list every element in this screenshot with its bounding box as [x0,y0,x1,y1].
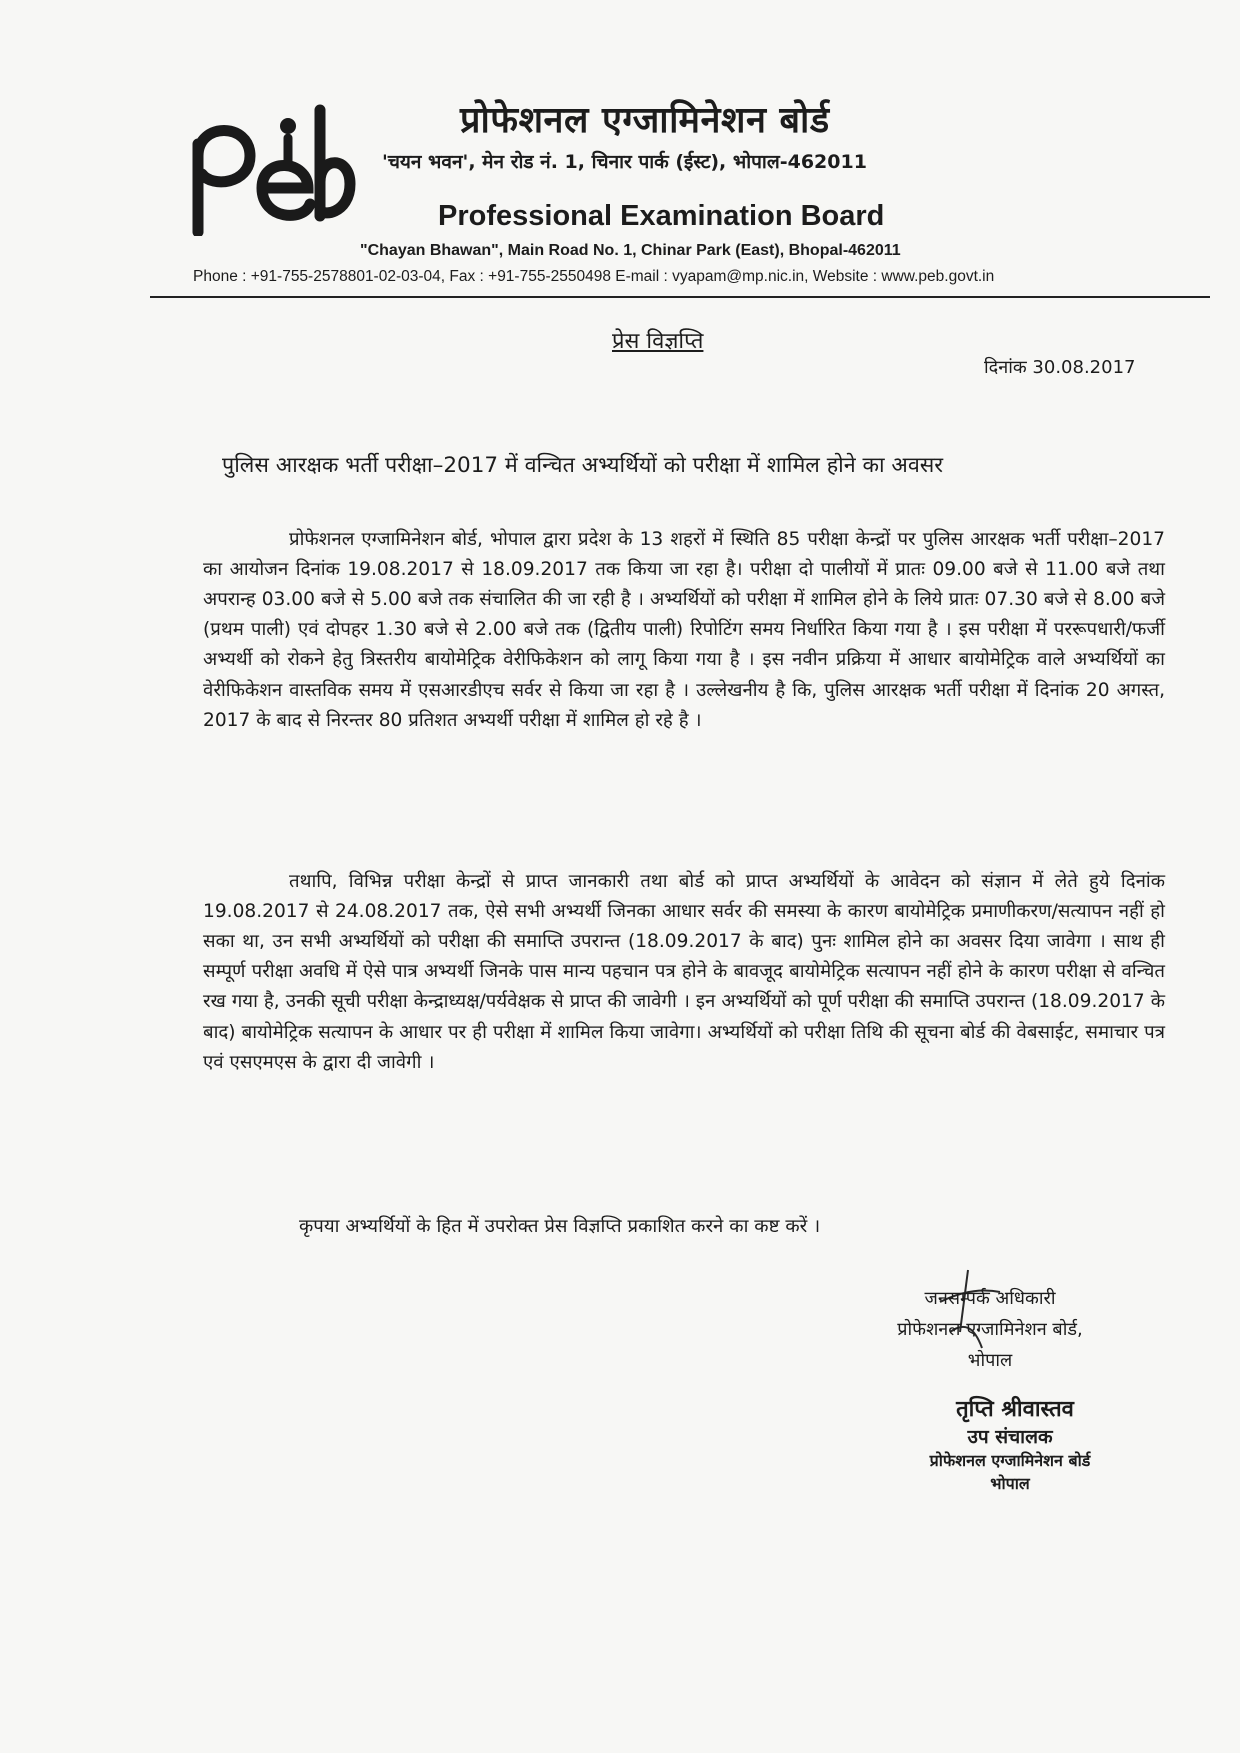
body-paragraph-3: कृपया अभ्यर्थियों के हित में उपरोक्त प्रेस विज्ञप्ति प्रकाशित करने का कष्ट करें । [299,1215,821,1237]
signatory-designation: जनसम्पर्क अधिकारी [924,1288,1056,1309]
org-address-hindi: 'चयन भवन', मेन रोड नं. 1, चिनार पार्क (ईस्ट), भोपाल-462011 [382,151,867,173]
signatory-city: भोपाल [967,1350,1013,1371]
release-date: दिनांक 30.08.2017 [984,357,1136,378]
org-address-english: "Chayan Bhawan", Main Road No. 1, Chinar Park (East), Bhopal-462011 [360,242,901,259]
signatory-block [820,1283,1160,1376]
official-stamp [860,1395,1160,1495]
contact-line: Phone : +91-755-2578801-02-03-04, Fax : +91-755-2550498 E-mail : vyapam@mp.nic.in, Website : www.peb.govt.in [193,268,995,285]
stamp-city: भोपाल [990,1474,1030,1493]
peb-logo [188,104,356,236]
org-name-english: Professional Examination Board [438,200,885,232]
release-subject: पुलिस आरक्षक भर्ती परीक्षा–2017 में वन्चित अभ्यर्थियों को परीक्षा में शामिल होने का अवसर [222,453,944,478]
org-name-hindi: प्रोफेशनल एग्जामिनेशन बोर्ड [460,100,830,141]
stamp-org: प्रोफेशनल एग्जामिनेशन बोर्ड [929,1451,1091,1470]
stamp-designation: उप संचालक [967,1426,1053,1448]
body-paragraph-2: तथापि, विभिन्न परीक्षा केन्द्रों से प्राप्त जानकारी तथा बोर्ड को प्राप्त अभ्यर्थियों के आवेदन को संज्ञान में लेते हुये दिनांक 19.08.2017 से 24.08.2017 तक, ऐसे सभी अभ्यर्थी जिनका आधार सर्वर की समस्या के कारण बायोमेट्रिक प्रमाणीकरण/सत्यापन नहीं हो सका था, उन सभी अभ्यर्थियों को परीक्षा की समाप्ति उपरान्त (18.09.2017 के बाद) पुनः शामिल होने का अवसर दिया जावेगा । साथ ही सम्पूर्ण परीक्षा अवधि में ऐसे पात्र अभ्यर्थी जिनके पास मान्य पहचान पत्र होने के बावजूद बायोमेट्रिक सत्यापन नहीं होने के कारण परीक्षा से वन्चित रख गया है, उनकी सूची परीक्षा केन्द्राध्यक्ष/पर्यवेक्षक से प्राप्त की जावेगी । इन अभ्यर्थियों को पूर्ण परीक्षा की समाप्ति उपरान्त (18.09.2017 के बाद) बायोमेट्रिक सत्यापन के आधार पर ही परीक्षा में शामिल किया जावेगा। अभ्यर्थियों को परीक्षा तिथि की सूचना बोर्ड की वेबसाईट, समाचार पत्र एवं एसएमएस के द्वारा दी जावेगी । [203,870,1165,1073]
signatory-org: प्रोफेशनल एग्जामिनेशन बोर्ड, [897,1319,1083,1340]
stamp-name: तृप्ति श्रीवास्तव [956,1397,1074,1422]
press-release-title: प्रेस विज्ञप्ति [612,329,704,354]
body-paragraph-1: प्रोफेशनल एग्जामिनेशन बोर्ड, भोपाल द्वारा प्रदेश के 13 शहरों में स्थिति 85 परीक्षा केन्द्रों पर पुलिस आरक्षक भर्ती परीक्षा–2017 का आयोजन दिनांक 19.08.2017 से 18.09.2017 तक किया जा रहा है। परीक्षा दो पालीयों में प्रातः 09.00 बजे से 11.00 बजे तथा अपरान्ह 03.00 बजे से 5.00 बजे तक संचालित की जा रही है । अभ्यर्थियों को परीक्षा में शामिल होने के लिये प्रातः 07.30 बजे से 8.00 बजे (प्रथम पाली) एवं दोपहर 1.30 बजे से 2.00 बजे तक (द्वितीय पाली) रिपोटिंग समय निर्धारित किया गया है । इस परीक्षा में पररूपधारी/फर्जी अभ्यर्थी को रोकने हेतु त्रिस्तरीय बायोमेट्रिक वेरीफिकेशन को लागू किया गया है । इस नवीन प्रक्रिया में आधार बायोमेट्रिक वाले अभ्यर्थियों का वेरीफिकेशन वास्तविक समय में एसआरडीएच सर्वर से किया जा रहा है । उल्लेखनीय है कि, पुलिस आरक्षक भर्ती परीक्षा में दिनांक 20 अगस्त, 2017 के बाद से निरन्तर 80 प्रतिशत अभ्यर्थी परीक्षा में शामिल हो रहे है । [203,528,1165,731]
header-divider [150,296,1210,298]
